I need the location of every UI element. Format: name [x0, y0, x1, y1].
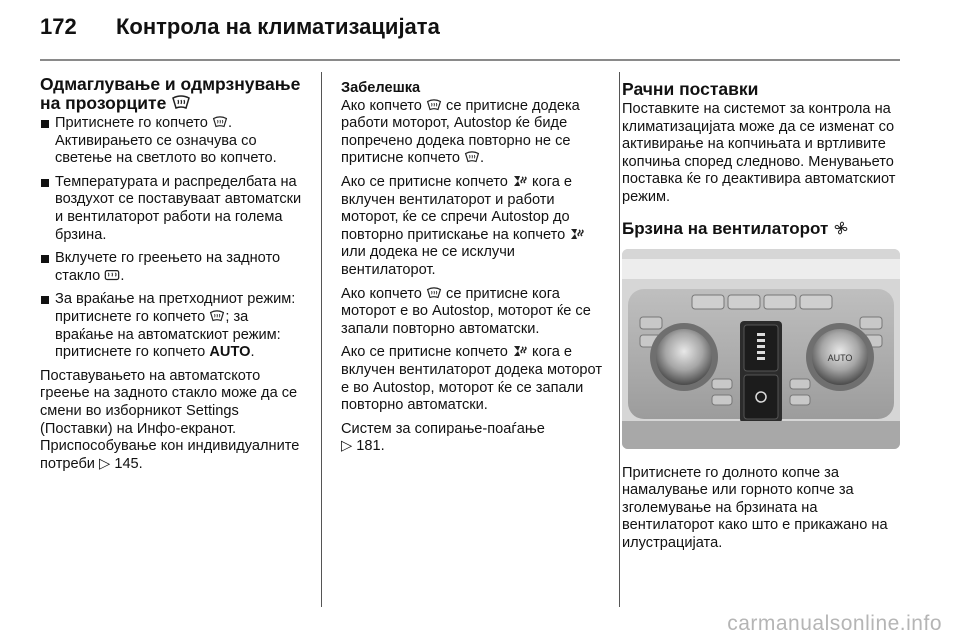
paragraph-text: Ако се притисне копчето — [341, 173, 508, 190]
sub-heading-text: Брзина на вентилаторот — [622, 218, 829, 238]
list-item-text: Вклучете го греењето на задното стакло — [55, 250, 281, 284]
list-item — [40, 250, 310, 285]
paragraph-text: Ако копчето — [341, 97, 422, 114]
list-item-text: Притиснете го копчето — [55, 115, 208, 131]
header-divider — [40, 59, 900, 61]
section-heading — [40, 75, 310, 113]
paragraph-text: Систем за сопирање-поаѓање — [341, 420, 545, 437]
climate-panel-illustration — [622, 249, 900, 449]
bullet-marker — [41, 255, 49, 263]
paragraph-text: или додека не се исклучи вентилаторот. — [341, 244, 515, 278]
windscreen-defrost-icon — [212, 116, 228, 129]
page-header — [40, 14, 440, 44]
ac-fan-icon — [512, 174, 528, 188]
paragraph — [341, 421, 609, 456]
paragraph-text: Поставувањето на автоматското греење на задното стакло може да се смени во изборникот Settings (Поставки) на Инфо-екранот. Приспособување кон индивидуалните потреби — [40, 367, 300, 472]
column-right — [622, 80, 904, 559]
paragraph — [341, 344, 609, 414]
paragraph — [341, 286, 609, 339]
list-item — [40, 115, 310, 168]
climate-control-panel-photo — [622, 249, 900, 449]
paragraph-text: . — [480, 150, 485, 167]
paragraph — [341, 98, 609, 168]
windscreen-defrost-icon — [171, 95, 191, 111]
bullet-list — [40, 115, 310, 362]
section-heading: Рачни поставки — [622, 79, 759, 99]
photo-caption: Притиснете го долното копче за намалување или горното копче за зголемување на брзината на вентилаторот како што е прикажано на илустрацијата. — [622, 464, 888, 551]
windscreen-defrost-icon — [464, 151, 480, 164]
arrow-ref-icon: ▷ — [99, 455, 111, 472]
column-divider — [619, 72, 620, 607]
fan-icon — [833, 220, 849, 236]
list-item — [40, 291, 310, 361]
auto-knob-label: AUTO — [827, 352, 853, 363]
list-item-text: . — [250, 344, 255, 361]
paragraph-text: Ако копчето — [341, 285, 422, 302]
page-number: 172 — [40, 14, 77, 39]
ac-fan-icon — [569, 227, 585, 241]
list-item-text: Температурата и распределбата на воздухот се поставуваат автоматски и вентилаторот работи на голема брзина. — [55, 173, 302, 243]
list-item — [40, 174, 310, 244]
sub-heading — [622, 219, 904, 239]
windscreen-defrost-icon — [426, 287, 442, 300]
paragraph — [40, 368, 310, 474]
paragraph: Поставките на системот за контрола на климатизацијата може да се изменат со активирање на копчињата и вртливите копчиња според следново. Менувањето поставка ќе го деактивира автоматскиот режим. — [622, 101, 896, 205]
bullet-marker — [41, 120, 49, 128]
paragraph-text: кога е вклучен вентилаторот и работи моторот, ќе се спречи Autostop до повторно притискање на копчето — [341, 173, 572, 243]
page-title: Контрола на климатизацијата — [116, 14, 440, 39]
windscreen-defrost-icon — [426, 99, 442, 112]
list-item-text: ; за враќање на автоматскиот режим: притиснете го копчето — [55, 308, 281, 361]
column-divider — [321, 72, 322, 607]
list-item-text: . — [120, 267, 125, 284]
paragraph — [341, 174, 609, 280]
list-item-text: За враќање на претходниот режим: притиснете го копчето — [55, 291, 296, 325]
section-heading-text: Одмаглување и одмрзнување на прозорците — [40, 74, 301, 113]
paragraph-text: се притисне додека работи моторот, Autostop ќе биде попречено додека повторно не се притисне копчето — [341, 97, 580, 167]
column-middle — [341, 80, 609, 462]
rear-window-heat-icon — [104, 269, 120, 282]
list-item-text: . Активирањето се означува со светење на светлото во копчето. — [55, 115, 277, 167]
bullet-marker — [41, 179, 49, 187]
note-title: Забелешка — [341, 80, 421, 96]
watermark: carmanualsonline.info — [727, 612, 942, 635]
column-left — [40, 75, 310, 479]
windscreen-defrost-icon — [209, 310, 225, 323]
page-reference[interactable]: 145. — [114, 455, 143, 472]
paragraph-text: Ако се притисне копчето — [341, 344, 508, 361]
auto-label: AUTO — [209, 344, 251, 361]
paragraph-text: кога е вклучен вентилаторот додека моторот е во Autostop, моторот ќе се запали повторно автоматски. — [341, 344, 603, 414]
page-reference[interactable]: 181. — [356, 438, 385, 455]
bullet-marker — [41, 296, 49, 304]
arrow-ref-icon: ▷ — [341, 438, 353, 455]
ac-fan-icon — [512, 344, 528, 358]
paragraph-text: се притисне кога моторот е во Autostop, моторот ќе се запали повторно автоматски. — [341, 285, 591, 337]
